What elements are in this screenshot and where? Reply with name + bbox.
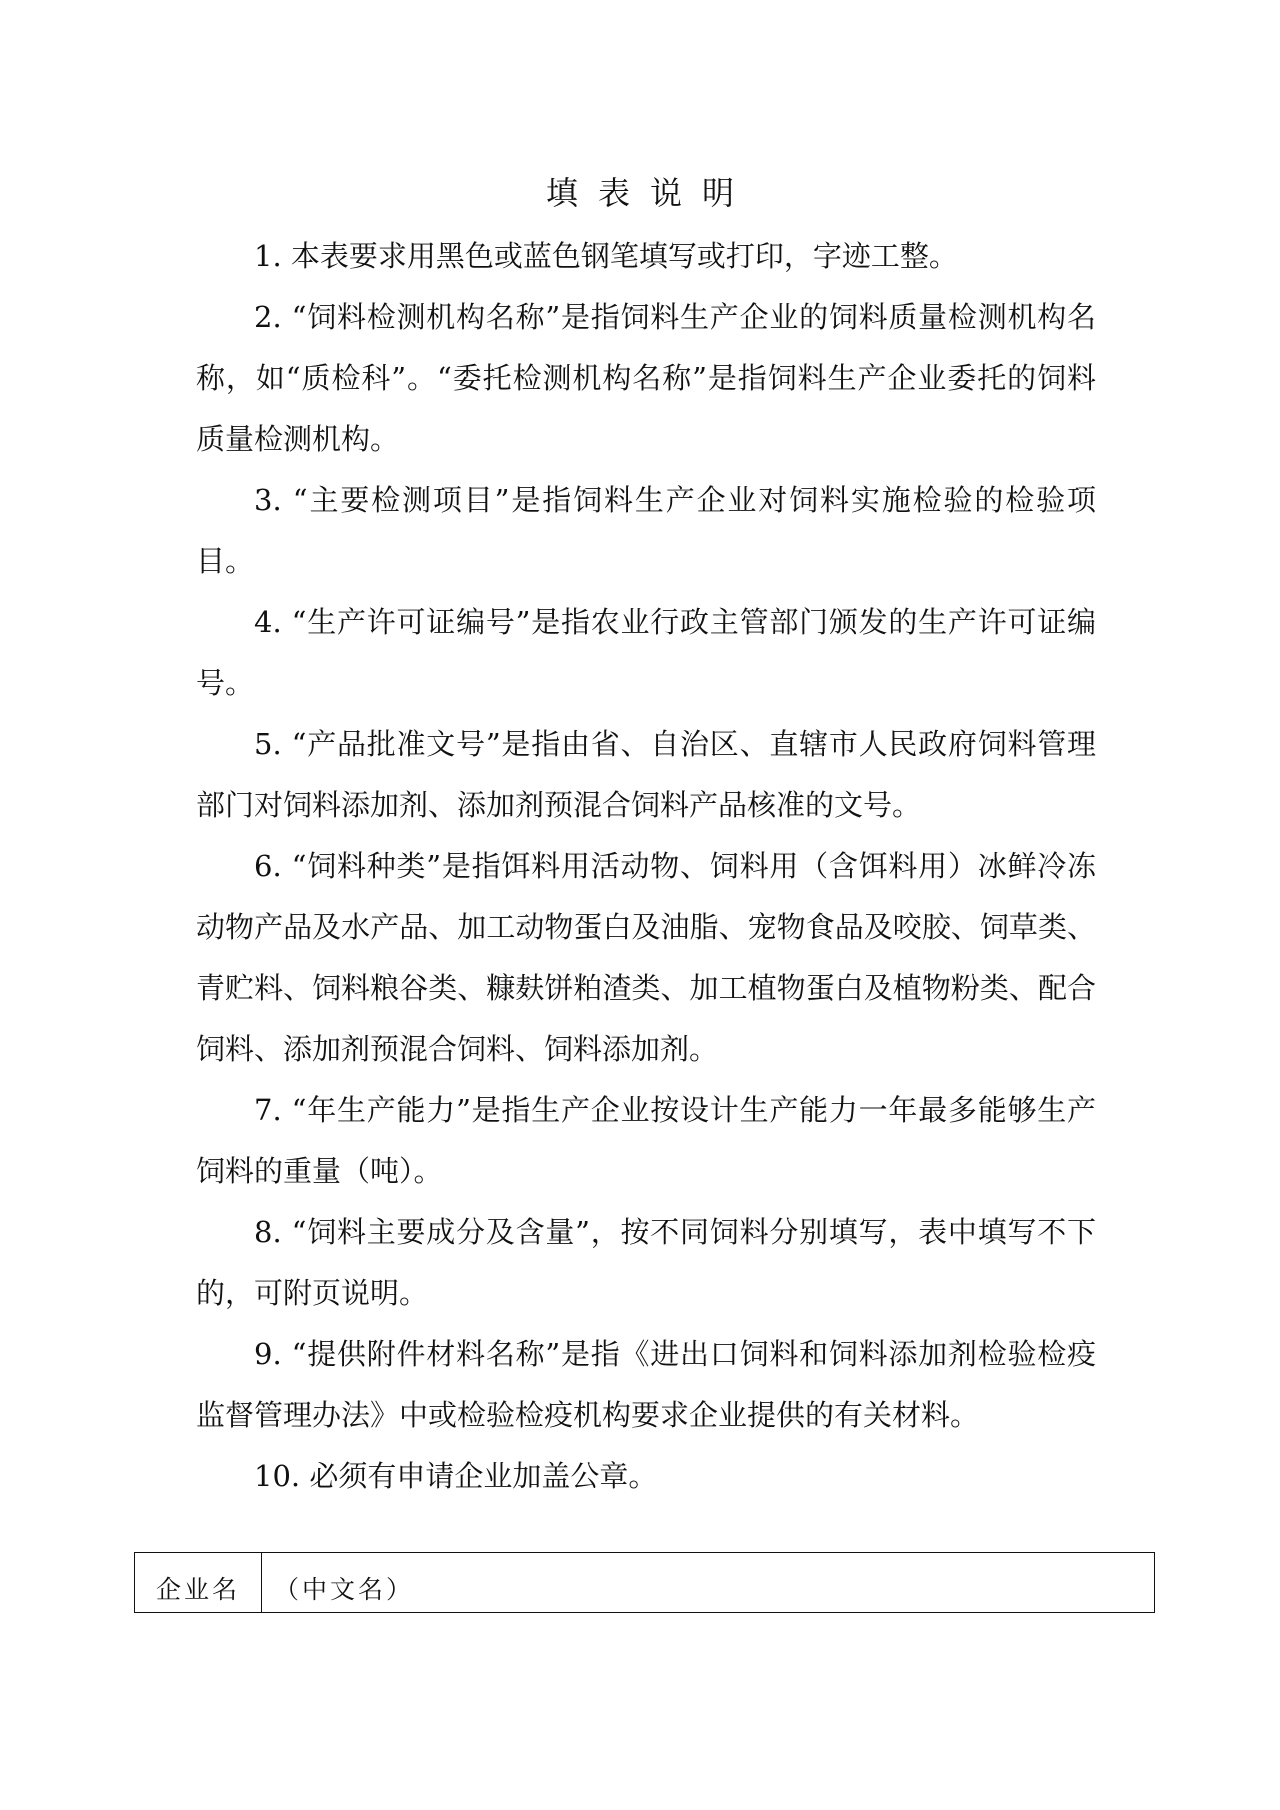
company-name-label: 企业名 (135, 1553, 262, 1613)
instruction-4: 4. “生产许可证编号”是指农业行政主管部门颁发的生产许可证编号。 (196, 605, 1096, 700)
instruction-3: 3. “主要检测项目”是指饲料生产企业对饲料实施检验的检验项目。 (196, 483, 1096, 578)
company-name-field[interactable]: （中文名） (262, 1553, 1155, 1613)
company-name-row (135, 1553, 1155, 1613)
instruction-10: 10. 必须有申请企业加盖公章。 (254, 1459, 658, 1493)
instruction-8: 8. “饲料主要成分及含量”，按不同饲料分别填写，表中填写不下的，可附页说明。 (196, 1215, 1096, 1310)
instruction-7: 7. “年生产能力”是指生产企业按设计生产能力一年最多能够生产饲料的重量（吨）。 (196, 1093, 1096, 1188)
instructions-body (196, 226, 1096, 1507)
instruction-1: 1. 本表要求用黑色或蓝色钢笔填写或打印，字迹工整。 (254, 239, 958, 273)
document-title: 填表说明 (545, 174, 754, 212)
instruction-2: 2. “饲料检测机构名称”是指饲料生产企业的饲料质量检测机构名称，如“质检科”。“委托检测机构名称”是指饲料生产企业委托的饲料质量检测机构。 (196, 300, 1096, 456)
instruction-6: 6. “饲料种类”是指饵料用活动物、饲料用（含饵料用）冰鲜冷冻动物产品及水产品、加工动物蛋白及油脂、宠物食品及咬胶、饲草类、青贮料、饲料粮谷类、糠麸饼粕渣类、加工植物蛋白及植物粉类、配合饲料、添加剂预混合饲料、饲料添加剂。 (196, 849, 1096, 1066)
instruction-9: 9. “提供附件材料名称”是指《进出口饲料和饲料添加剂检验检疫监督管理办法》中或检验检疫机构要求企业提供的有关材料。 (196, 1337, 1096, 1432)
company-name-table (134, 1552, 1155, 1613)
instruction-5: 5. “产品批准文号”是指由省、自治区、直辖市人民政府饲料管理部门对饲料添加剂、添加剂预混合饲料产品核准的文号。 (196, 727, 1096, 822)
